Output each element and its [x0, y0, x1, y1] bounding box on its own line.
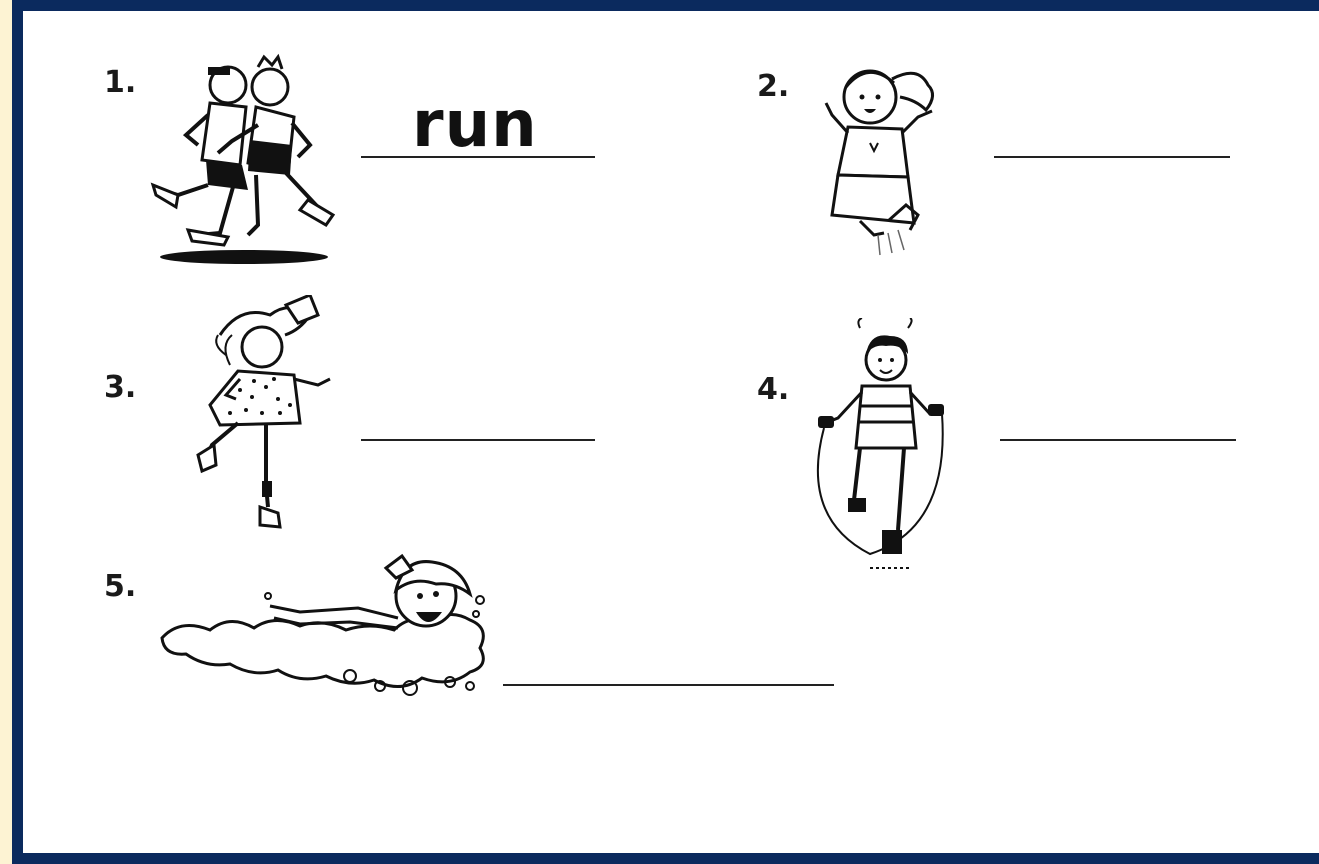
item-3-number: 3. [104, 370, 137, 405]
item-1-answer: run [412, 88, 538, 162]
item-5-answer-line[interactable] [503, 684, 834, 686]
dancing-girl-illustration [190, 295, 340, 535]
item-2-answer-line[interactable] [994, 156, 1230, 158]
item-4-answer-line[interactable] [1000, 439, 1236, 441]
swimming-girl-illustration [150, 548, 500, 703]
item-3-answer-line[interactable] [361, 439, 595, 441]
item-5-number: 5. [104, 569, 137, 604]
jumping-girl-illustration [818, 55, 963, 260]
item-4-number: 4. [757, 372, 790, 407]
item-1-number: 1. [104, 65, 137, 100]
skipping-rope-boy-illustration [800, 318, 960, 573]
running-men-illustration [148, 45, 338, 270]
item-1-answer-line[interactable] [361, 156, 595, 158]
item-2-number: 2. [757, 69, 790, 104]
